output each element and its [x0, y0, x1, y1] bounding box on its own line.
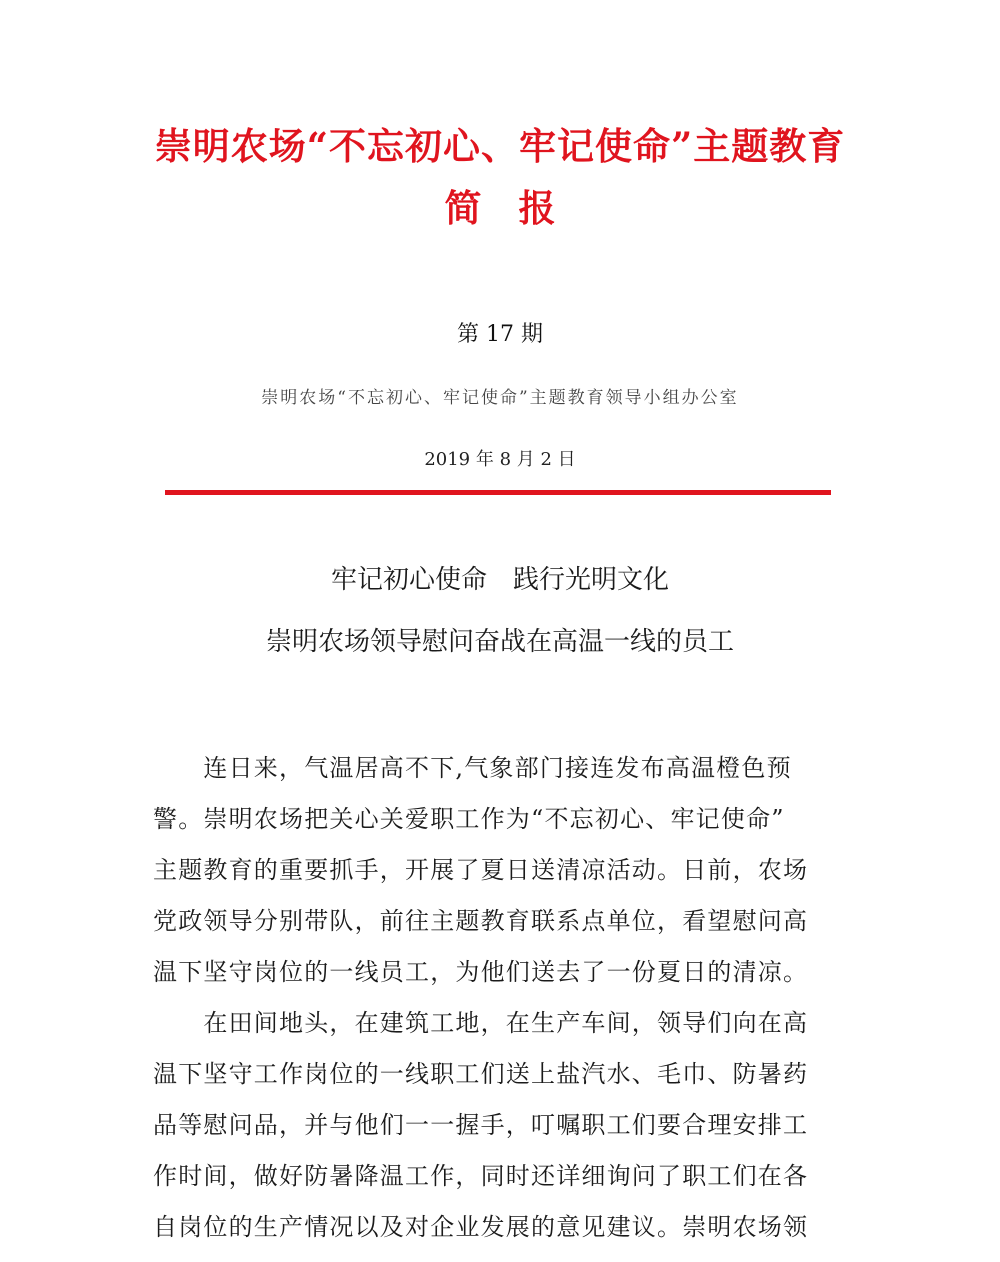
body-line: 主题教育的重要抓手，开展了夏日送清凉活动。日前，农场 [153, 856, 809, 884]
body-line: 自岗位的生产情况以及对企业发展的意见建议。崇明农场领 [153, 1213, 809, 1241]
publisher-line: 崇明农场“不忘初心、牢记使命”主题教育领导小组办公室 [261, 388, 739, 408]
red-divider-rule [165, 490, 831, 495]
body-line: 警。崇明农场把关心关爱职工作为“不忘初心、牢记使命” [153, 805, 785, 833]
issue-number: 第 17 期 [457, 322, 543, 347]
article-headline: 牢记初心使命 践行光明文化 [330, 565, 669, 595]
masthead-title: 崇明农场“不忘初心、牢记使命”主题教育 [154, 124, 846, 168]
masthead-subtitle: 简 报 [444, 186, 556, 230]
body-line: 温下坚守工作岗位的一线职工们送上盐汽水、毛巾、防暑药 [153, 1060, 809, 1088]
body-line: 品等慰问品，并与他们一一握手，叮嘱职工们要合理安排工 [153, 1111, 809, 1139]
issue-date: 2019 年 8 月 2 日 [424, 449, 576, 470]
body-line: 温下坚守岗位的一线员工，为他们送去了一份夏日的清凉。 [153, 958, 809, 986]
body-line: 党政领导分别带队，前往主题教育联系点单位，看望慰问高 [153, 907, 809, 935]
article-body [153, 743, 853, 1253]
article-subheadline: 崇明农场领导慰问奋战在高温一线的员工 [265, 627, 734, 657]
body-line: 连日来，气温居高不下,气象部门接连发布高温橙色预 [153, 754, 792, 782]
body-line: 作时间，做好防暑降温工作，同时还详细询问了职工们在各 [153, 1162, 809, 1190]
body-line: 在田间地头，在建筑工地，在生产车间，领导们向在高 [153, 1009, 809, 1037]
